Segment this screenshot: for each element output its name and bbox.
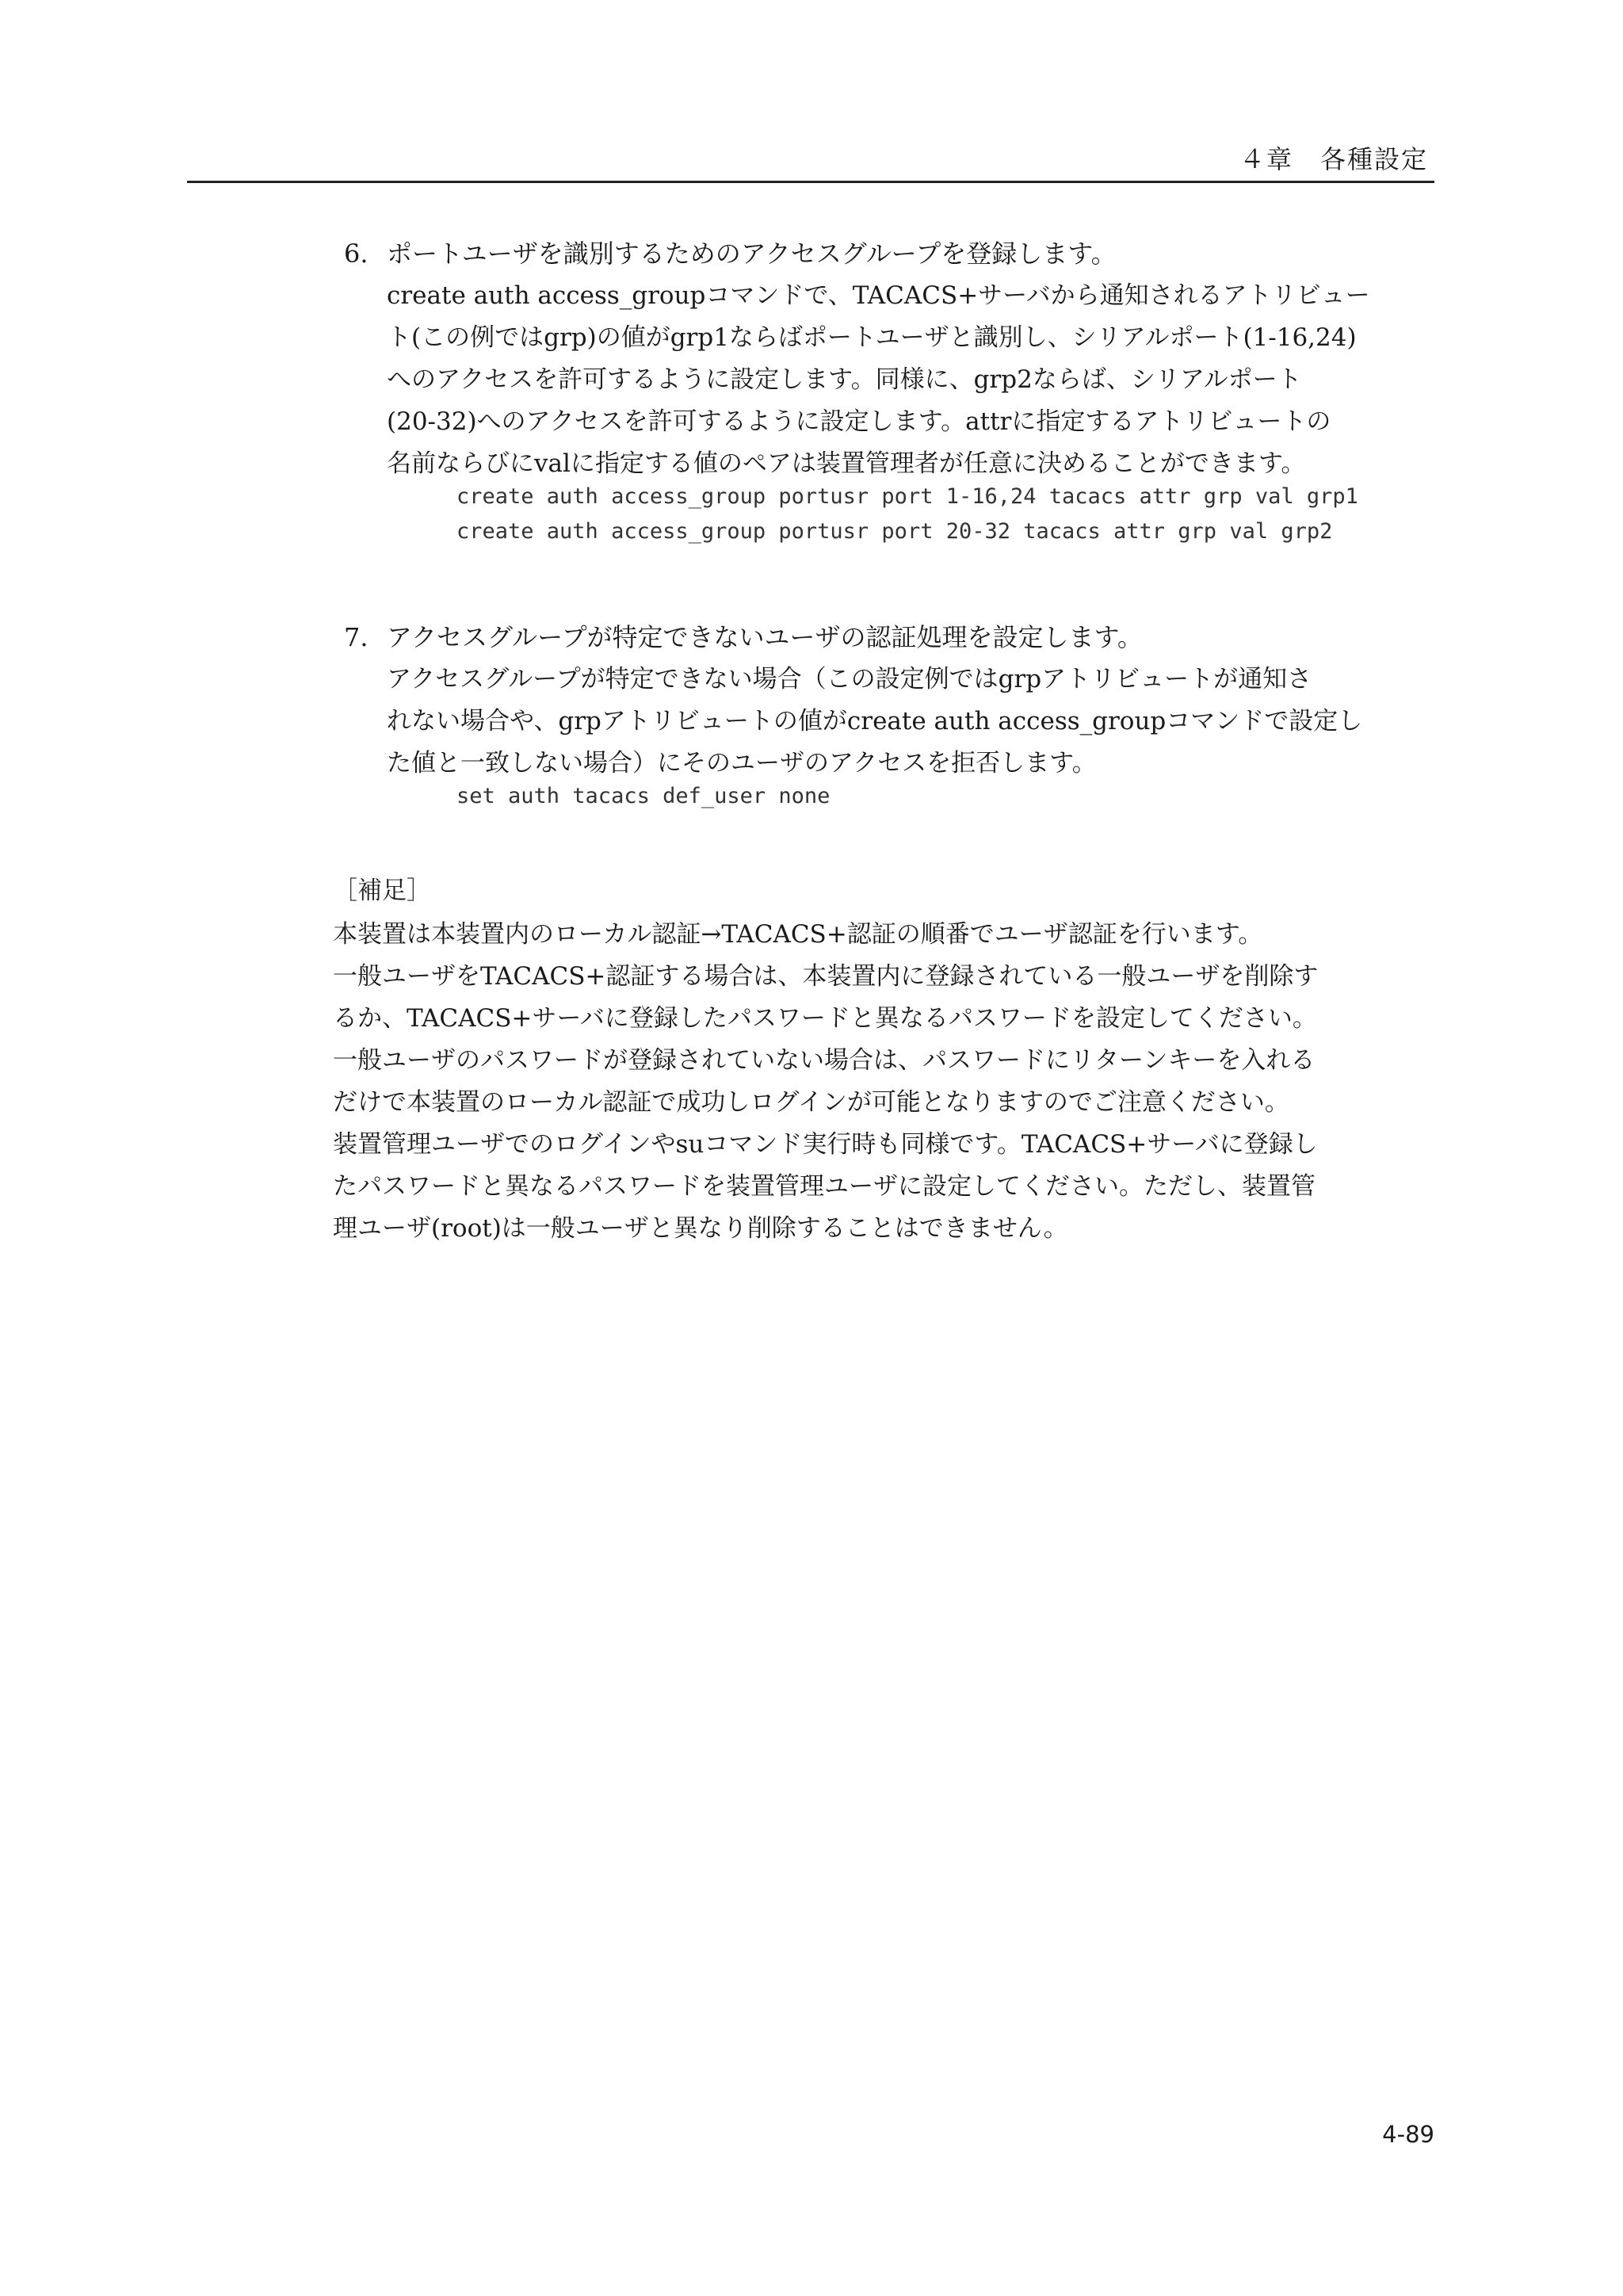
- paragraph-line: れない場合や、grpアトリビュートの値がcreate auth access_groupコマンドで設定し: [387, 707, 1363, 735]
- note-line: 理ユーザ(root)は一般ユーザと異なり削除することはできません。: [333, 1214, 1068, 1243]
- paragraph-line: た値と一致しない場合）にそのユーザのアクセスを拒否します。: [387, 749, 1097, 777]
- paragraph-line: へのアクセスを許可するように設定します。同様に、grp2ならば、シリアルポート: [387, 365, 1302, 394]
- note-line: 一般ユーザをTACACS+認証する場合は、本装置内に登録されている一般ユーザを削除す: [333, 962, 1319, 991]
- paragraph-line: create auth access_groupコマンドで、TACACS+サーバから通知されるアトリビュー: [387, 281, 1370, 310]
- code-line: set auth tacacs def_user none: [456, 784, 831, 808]
- note-line: 一般ユーザのパスワードが登録されていない場合は、パスワードにリターンキーを入れる: [333, 1046, 1316, 1075]
- note-line: 本装置は本装置内のローカル認証→TACACS+認証の順番でユーザ認証を行います。: [333, 920, 1263, 949]
- note-heading: ［補足］: [333, 877, 431, 905]
- paragraph-line: (20-32)へのアクセスを許可するように設定します。attrに指定するアトリビュートの: [387, 407, 1331, 436]
- note-line: 装置管理ユーザでのログインやsuコマンド実行時も同様です。TACACS+サーバに登録し: [333, 1130, 1318, 1159]
- item-title: アクセスグループが特定できないユーザの認証処理を設定します。: [387, 622, 1143, 652]
- paragraph-line: ト(この例ではgrp)の値がgrp1ならばポートユーザと識別し、シリアルポート(1-16,24): [387, 323, 1357, 352]
- item-number: 6.: [344, 239, 369, 269]
- code-line: create auth access_group portusr port 20-32 tacacs attr grp val grp2: [456, 519, 1333, 544]
- paragraph-line: 名前ならびにvalに指定する値のペアは装置管理者が任意に決めることができます。: [387, 449, 1306, 478]
- paragraph-line: アクセスグループが特定できない場合（この設定例ではgrpアトリビュートが通知さ: [387, 665, 1312, 693]
- item-title: ポートユーザを識別するためのアクセスグループを登録します。: [387, 239, 1117, 269]
- page-header: [187, 133, 1434, 183]
- chapter-title: ４章 各種設定: [1239, 144, 1428, 174]
- code-line: create auth access_group portusr port 1-16,24 tacacs attr grp val grp1: [456, 484, 1358, 509]
- list-item-7: [344, 618, 1438, 824]
- note-line: たパスワードと異なるパスワードを装置管理ユーザに設定してください。ただし、装置管: [333, 1172, 1316, 1201]
- item-number: 7.: [344, 622, 369, 652]
- page-number: 4-89: [1382, 2121, 1434, 2148]
- note-line: るか、TACACS+サーバに登録したパスワードと異なるパスワードを設定してください。: [333, 1004, 1317, 1033]
- note-line: だけで本装置のローカル認証で成功しログインが可能となりますのでご注意ください。: [333, 1088, 1289, 1117]
- list-item-6: [344, 235, 1438, 552]
